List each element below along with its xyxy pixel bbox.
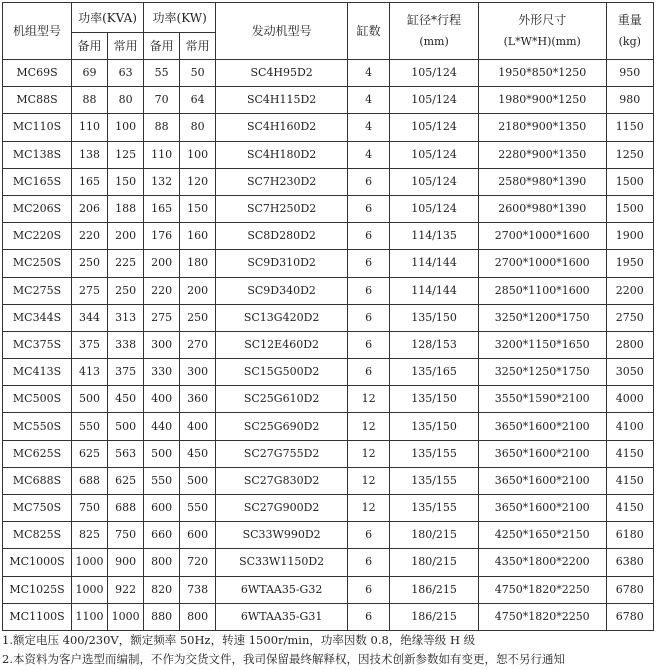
- cell-weight: 4000: [606, 386, 653, 413]
- cell-engine: 6WTAA35-G31: [216, 603, 348, 630]
- cell-cylinders: 12: [348, 440, 390, 467]
- cell-kva-standby: 344: [72, 304, 108, 331]
- header-bore-stroke-label: 缸径*行程: [407, 13, 462, 27]
- cell-kw-standby: 300: [144, 331, 180, 358]
- table-row: [3, 331, 654, 358]
- cell-bore-stroke: 105/124: [390, 168, 479, 195]
- header-kw-standby: 备用: [144, 33, 180, 60]
- cell-kva-standby: 1100: [72, 603, 108, 630]
- cell-kw-standby: 165: [144, 195, 180, 222]
- cell-kw-prime: 360: [180, 386, 216, 413]
- cell-kw-standby: 660: [144, 522, 180, 549]
- cell-engine: SC27G755D2: [216, 440, 348, 467]
- cell-kva-standby: 88: [72, 87, 108, 114]
- cell-weight: 6780: [606, 603, 653, 630]
- cell-bore-stroke: 105/124: [390, 195, 479, 222]
- cell-kw-prime: 720: [180, 549, 216, 576]
- cell-engine: SC25G690D2: [216, 413, 348, 440]
- table-row: [3, 114, 654, 141]
- table-row: [3, 386, 654, 413]
- cell-kw-standby: 200: [144, 250, 180, 277]
- cell-bore-stroke: 135/165: [390, 359, 479, 386]
- table-row: [3, 195, 654, 222]
- cell-engine: SC25G610D2: [216, 386, 348, 413]
- cell-weight: 1250: [606, 141, 653, 168]
- cell-kw-prime: 150: [180, 195, 216, 222]
- header-engine: 发动机型号: [216, 3, 348, 60]
- cell-kva-standby: 750: [72, 495, 108, 522]
- cell-engine: SC7H250D2: [216, 195, 348, 222]
- cell-kva-standby: 413: [72, 359, 108, 386]
- cell-weight: 6180: [606, 522, 653, 549]
- cell-kva-standby: 275: [72, 277, 108, 304]
- cell-kw-prime: 120: [180, 168, 216, 195]
- cell-weight: 950: [606, 60, 653, 87]
- cell-cylinders: 12: [348, 386, 390, 413]
- cell-model: MC1025S: [3, 576, 72, 603]
- cell-weight: 1150: [606, 114, 653, 141]
- cell-kw-standby: 132: [144, 168, 180, 195]
- cell-kva-standby: 625: [72, 440, 108, 467]
- cell-kva-prime: 250: [108, 277, 144, 304]
- cell-bore-stroke: 135/150: [390, 413, 479, 440]
- header-kva-standby: 备用: [72, 33, 108, 60]
- cell-cylinders: 6: [348, 603, 390, 630]
- cell-kva-standby: 550: [72, 413, 108, 440]
- cell-weight: 1950: [606, 250, 653, 277]
- cell-dimensions: 3250*1200*1750: [478, 304, 606, 331]
- cell-kw-standby: 820: [144, 576, 180, 603]
- cell-kva-standby: 688: [72, 467, 108, 494]
- cell-kw-prime: 180: [180, 250, 216, 277]
- cell-engine: SC7H230D2: [216, 168, 348, 195]
- cell-kw-standby: 176: [144, 223, 180, 250]
- cell-cylinders: 6: [348, 331, 390, 358]
- cell-bore-stroke: 135/150: [390, 386, 479, 413]
- cell-kva-prime: 563: [108, 440, 144, 467]
- generator-spec-table: [2, 2, 654, 631]
- cell-cylinders: 6: [348, 576, 390, 603]
- cell-cylinders: 6: [348, 277, 390, 304]
- cell-kw-prime: 50: [180, 60, 216, 87]
- table-row: [3, 223, 654, 250]
- table-row: [3, 495, 654, 522]
- cell-dimensions: 3250*1250*1750: [478, 359, 606, 386]
- cell-kva-standby: 1000: [72, 576, 108, 603]
- cell-weight: 4100: [606, 413, 653, 440]
- cell-weight: 6780: [606, 576, 653, 603]
- cell-model: MC688S: [3, 467, 72, 494]
- cell-cylinders: 4: [348, 87, 390, 114]
- cell-kva-standby: 110: [72, 114, 108, 141]
- cell-kva-standby: 206: [72, 195, 108, 222]
- cell-model: MC413S: [3, 359, 72, 386]
- cell-kva-standby: 220: [72, 223, 108, 250]
- cell-kva-prime: 100: [108, 114, 144, 141]
- cell-engine: SC13G420D2: [216, 304, 348, 331]
- cell-kva-standby: 138: [72, 141, 108, 168]
- cell-kw-prime: 738: [180, 576, 216, 603]
- cell-kva-prime: 150: [108, 168, 144, 195]
- footnotes: [2, 631, 654, 669]
- cell-dimensions: 2850*1100*1600: [478, 277, 606, 304]
- cell-kw-prime: 80: [180, 114, 216, 141]
- cell-kw-prime: 500: [180, 467, 216, 494]
- cell-dimensions: 3650*1600*2100: [478, 413, 606, 440]
- cell-dimensions: 2700*1000*1600: [478, 250, 606, 277]
- cell-weight: 1500: [606, 168, 653, 195]
- table-row: [3, 467, 654, 494]
- cell-cylinders: 4: [348, 114, 390, 141]
- cell-model: MC206S: [3, 195, 72, 222]
- cell-dimensions: 3550*1590*2100: [478, 386, 606, 413]
- cell-dimensions: 2580*980*1390: [478, 168, 606, 195]
- cell-kw-prime: 100: [180, 141, 216, 168]
- cell-cylinders: 12: [348, 413, 390, 440]
- cell-bore-stroke: 114/144: [390, 250, 479, 277]
- header-power-kw: 功率(KW): [144, 3, 216, 33]
- cell-kw-standby: 88: [144, 114, 180, 141]
- table-row: [3, 141, 654, 168]
- cell-kw-standby: 330: [144, 359, 180, 386]
- cell-kw-standby: 880: [144, 603, 180, 630]
- cell-model: MC825S: [3, 522, 72, 549]
- cell-dimensions: 4750*1820*2250: [478, 603, 606, 630]
- table-row: [3, 576, 654, 603]
- cell-model: MC220S: [3, 223, 72, 250]
- cell-cylinders: 12: [348, 495, 390, 522]
- cell-kva-standby: 825: [72, 522, 108, 549]
- cell-dimensions: 1950*850*1250: [478, 60, 606, 87]
- cell-weight: 1900: [606, 223, 653, 250]
- header-cylinders: 缸数: [348, 3, 390, 60]
- cell-engine: 6WTAA35-G32: [216, 576, 348, 603]
- cell-bore-stroke: 105/124: [390, 87, 479, 114]
- cell-kva-prime: 125: [108, 141, 144, 168]
- cell-kva-prime: 750: [108, 522, 144, 549]
- cell-bore-stroke: 114/135: [390, 223, 479, 250]
- cell-kw-standby: 440: [144, 413, 180, 440]
- cell-engine: SC27G830D2: [216, 467, 348, 494]
- cell-model: MC550S: [3, 413, 72, 440]
- cell-model: MC750S: [3, 495, 72, 522]
- cell-model: MC110S: [3, 114, 72, 141]
- cell-cylinders: 6: [348, 549, 390, 576]
- header-weight: [606, 3, 653, 60]
- cell-kva-prime: 375: [108, 359, 144, 386]
- table-row: [3, 168, 654, 195]
- cell-kw-prime: 250: [180, 304, 216, 331]
- cell-bore-stroke: 105/124: [390, 60, 479, 87]
- cell-cylinders: 6: [348, 304, 390, 331]
- cell-kva-prime: 688: [108, 495, 144, 522]
- cell-weight: 1500: [606, 195, 653, 222]
- cell-model: MC1100S: [3, 603, 72, 630]
- cell-kva-prime: 80: [108, 87, 144, 114]
- table-row: [3, 413, 654, 440]
- table-row: [3, 87, 654, 114]
- cell-kva-prime: 200: [108, 223, 144, 250]
- cell-model: MC625S: [3, 440, 72, 467]
- cell-kw-prime: 200: [180, 277, 216, 304]
- cell-kva-standby: 250: [72, 250, 108, 277]
- cell-bore-stroke: 180/215: [390, 522, 479, 549]
- header-dimensions: [478, 3, 606, 60]
- cell-bore-stroke: 180/215: [390, 549, 479, 576]
- cell-dimensions: 3200*1150*1650: [478, 331, 606, 358]
- cell-cylinders: 6: [348, 168, 390, 195]
- cell-weight: 2800: [606, 331, 653, 358]
- cell-model: MC138S: [3, 141, 72, 168]
- table-row: [3, 250, 654, 277]
- cell-model: MC344S: [3, 304, 72, 331]
- cell-model: MC165S: [3, 168, 72, 195]
- cell-engine: SC4H115D2: [216, 87, 348, 114]
- cell-bore-stroke: 105/124: [390, 114, 479, 141]
- table-body: [3, 60, 654, 631]
- table-header: [3, 3, 654, 60]
- cell-cylinders: 6: [348, 522, 390, 549]
- cell-dimensions: 2700*1000*1600: [478, 223, 606, 250]
- cell-kva-prime: 188: [108, 195, 144, 222]
- cell-bore-stroke: 135/155: [390, 440, 479, 467]
- cell-dimensions: 3650*1600*2100: [478, 495, 606, 522]
- header-kva-prime: 常用: [108, 33, 144, 60]
- cell-bore-stroke: 135/150: [390, 304, 479, 331]
- cell-kw-standby: 550: [144, 467, 180, 494]
- cell-kw-standby: 220: [144, 277, 180, 304]
- cell-kw-standby: 500: [144, 440, 180, 467]
- cell-kva-standby: 69: [72, 60, 108, 87]
- cell-kva-prime: 450: [108, 386, 144, 413]
- cell-cylinders: 4: [348, 141, 390, 168]
- cell-kva-prime: 313: [108, 304, 144, 331]
- footnote-2: 2.本资料为客户选型而编制，不作为交货文件，我司保留最终解释权，因技术创新参数如有变更，恕不另行通知: [2, 652, 565, 666]
- cell-engine: SC8D280D2: [216, 223, 348, 250]
- cell-bore-stroke: 186/215: [390, 576, 479, 603]
- header-bore-stroke: [390, 3, 479, 60]
- cell-bore-stroke: 105/124: [390, 141, 479, 168]
- cell-kw-prime: 450: [180, 440, 216, 467]
- cell-kva-standby: 500: [72, 386, 108, 413]
- table-row: [3, 549, 654, 576]
- cell-engine: SC27G900D2: [216, 495, 348, 522]
- cell-kw-prime: 800: [180, 603, 216, 630]
- cell-engine: SC4H95D2: [216, 60, 348, 87]
- table-row: [3, 440, 654, 467]
- cell-kw-standby: 800: [144, 549, 180, 576]
- cell-dimensions: 2180*900*1350: [478, 114, 606, 141]
- cell-kva-standby: 1000: [72, 549, 108, 576]
- cell-cylinders: 6: [348, 195, 390, 222]
- cell-kw-prime: 300: [180, 359, 216, 386]
- cell-cylinders: 6: [348, 359, 390, 386]
- header-dimensions-label: 外形尺寸: [518, 13, 567, 27]
- cell-kw-prime: 270: [180, 331, 216, 358]
- cell-dimensions: 4750*1820*2250: [478, 576, 606, 603]
- cell-kva-standby: 375: [72, 331, 108, 358]
- cell-kw-standby: 110: [144, 141, 180, 168]
- cell-kw-prime: 400: [180, 413, 216, 440]
- header-model: 机组型号: [3, 3, 72, 60]
- cell-weight: 6380: [606, 549, 653, 576]
- cell-kw-standby: 70: [144, 87, 180, 114]
- header-kw-prime: 常用: [180, 33, 216, 60]
- cell-dimensions: 2280*900*1350: [478, 141, 606, 168]
- cell-bore-stroke: 135/155: [390, 467, 479, 494]
- cell-engine: SC9D340D2: [216, 277, 348, 304]
- cell-kw-standby: 55: [144, 60, 180, 87]
- cell-cylinders: 6: [348, 250, 390, 277]
- cell-engine: SC4H180D2: [216, 141, 348, 168]
- cell-kva-prime: 225: [108, 250, 144, 277]
- footnote-1: 1.额定电压 400/230V，额定频率 50Hz，转速 1500r/min，功率因数 0.8，绝缘等级 H 级: [2, 633, 476, 647]
- cell-engine: SC4H160D2: [216, 114, 348, 141]
- cell-weight: 980: [606, 87, 653, 114]
- cell-dimensions: 1980*900*1250: [478, 87, 606, 114]
- cell-kva-prime: 1000: [108, 603, 144, 630]
- cell-bore-stroke: 186/215: [390, 603, 479, 630]
- cell-cylinders: 6: [348, 223, 390, 250]
- table-row: [3, 60, 654, 87]
- cell-weight: 4150: [606, 440, 653, 467]
- cell-dimensions: 3650*1600*2100: [478, 440, 606, 467]
- cell-dimensions: 4250*1650*2150: [478, 522, 606, 549]
- cell-kva-standby: 165: [72, 168, 108, 195]
- cell-engine: SC9D310D2: [216, 250, 348, 277]
- cell-kva-prime: 922: [108, 576, 144, 603]
- table-row: [3, 522, 654, 549]
- cell-kw-standby: 600: [144, 495, 180, 522]
- cell-kva-prime: 900: [108, 549, 144, 576]
- cell-kva-prime: 625: [108, 467, 144, 494]
- cell-dimensions: 2600*980*1390: [478, 195, 606, 222]
- cell-weight: 2750: [606, 304, 653, 331]
- cell-engine: SC15G500D2: [216, 359, 348, 386]
- cell-weight: 4150: [606, 495, 653, 522]
- table-row: [3, 603, 654, 630]
- cell-engine: SC33W990D2: [216, 522, 348, 549]
- table-row: [3, 304, 654, 331]
- cell-model: MC375S: [3, 331, 72, 358]
- cell-kw-prime: 600: [180, 522, 216, 549]
- header-weight-unit: (kg): [618, 35, 641, 48]
- cell-kw-standby: 275: [144, 304, 180, 331]
- cell-kw-standby: 400: [144, 386, 180, 413]
- cell-dimensions: 3650*1600*2100: [478, 467, 606, 494]
- cell-model: MC1000S: [3, 549, 72, 576]
- header-power-kva: 功率(KVA): [72, 3, 144, 33]
- cell-kva-prime: 63: [108, 60, 144, 87]
- cell-kw-prime: 160: [180, 223, 216, 250]
- cell-engine: SC33W1150D2: [216, 549, 348, 576]
- table-row: [3, 277, 654, 304]
- cell-bore-stroke: 114/144: [390, 277, 479, 304]
- cell-model: MC500S: [3, 386, 72, 413]
- cell-dimensions: 4350*1800*2200: [478, 549, 606, 576]
- header-bore-stroke-unit: (mm): [419, 35, 449, 48]
- cell-kva-prime: 338: [108, 331, 144, 358]
- cell-model: MC69S: [3, 60, 72, 87]
- cell-kw-prime: 64: [180, 87, 216, 114]
- cell-weight: 4150: [606, 467, 653, 494]
- header-weight-label: 重量: [617, 13, 642, 27]
- header-dimensions-unit: (L*W*H)(mm): [503, 35, 581, 48]
- cell-cylinders: 4: [348, 60, 390, 87]
- cell-cylinders: 12: [348, 467, 390, 494]
- cell-model: MC250S: [3, 250, 72, 277]
- cell-model: MC88S: [3, 87, 72, 114]
- cell-weight: 2200: [606, 277, 653, 304]
- cell-kw-prime: 550: [180, 495, 216, 522]
- cell-model: MC275S: [3, 277, 72, 304]
- table-row: [3, 359, 654, 386]
- cell-weight: 3050: [606, 359, 653, 386]
- cell-bore-stroke: 128/153: [390, 331, 479, 358]
- cell-bore-stroke: 135/155: [390, 495, 479, 522]
- cell-kva-prime: 500: [108, 413, 144, 440]
- cell-engine: SC12E460D2: [216, 331, 348, 358]
